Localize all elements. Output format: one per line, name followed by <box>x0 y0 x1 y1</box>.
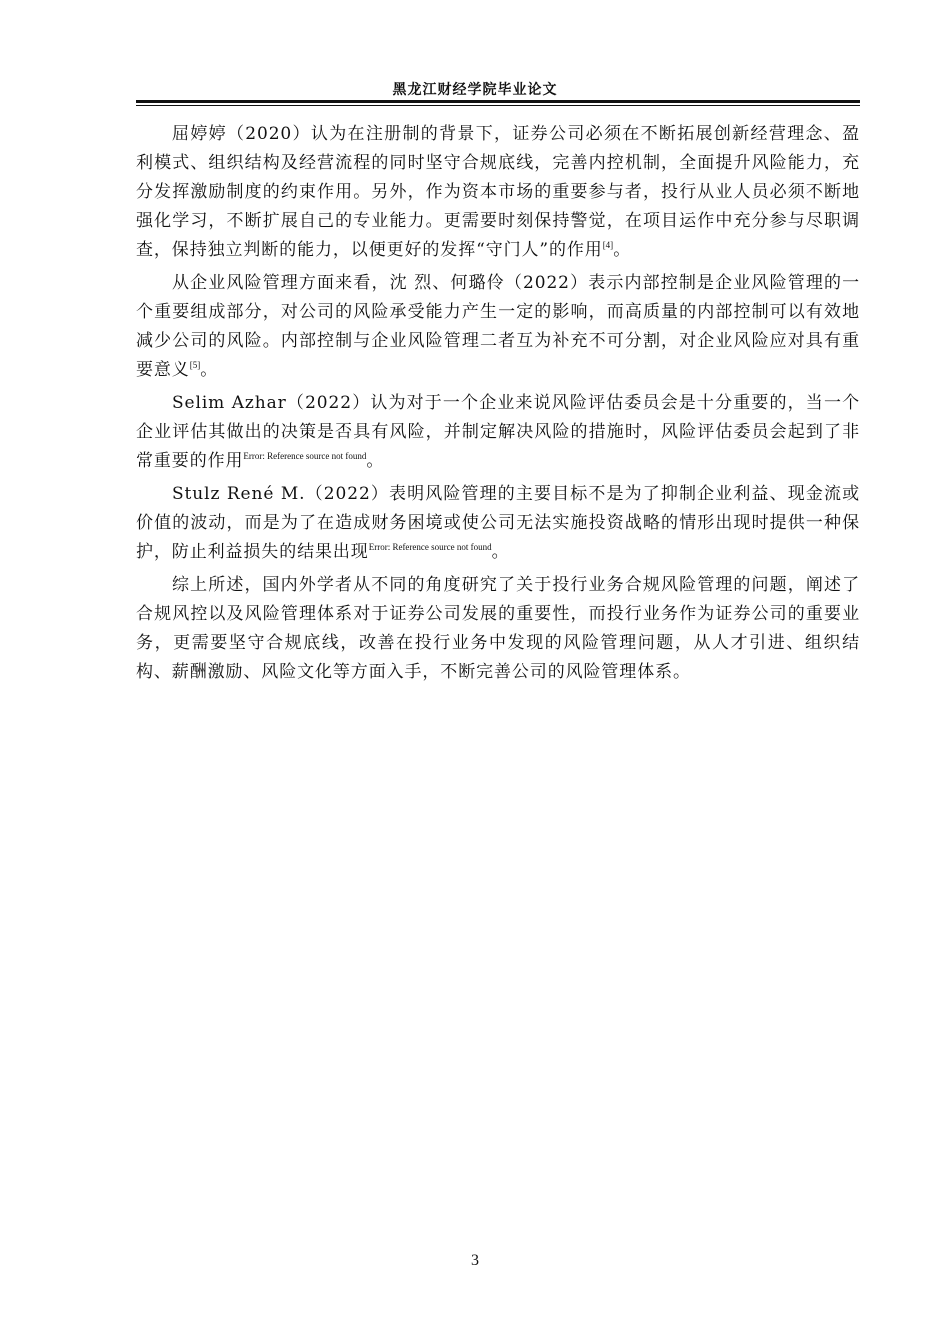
paragraph-1 <box>136 120 860 265</box>
page-number: 3 <box>471 1252 479 1269</box>
citation-4: [4] <box>602 240 614 250</box>
header-rule-thick <box>136 100 860 103</box>
citation-error-1: Error: Reference source not found <box>243 451 367 461</box>
paragraph-4-end: 。 <box>491 542 510 562</box>
paragraph-2-text: 从企业风险管理方面来看，沈 烈、何璐伶（2022）表示内部控制是企业风险管理的一个重要组成部分，对公司的风险承受能力产生一定的影响，而高质量的内部控制可以有效地减少公司的风险。内部控制与企业风险管理二者互为补充不可分割，对企业风险应对具有重要意义 <box>136 273 860 380</box>
paragraph-4 <box>136 480 860 567</box>
paragraph-3-end: 。 <box>366 451 385 471</box>
paragraph-1-end: 。 <box>613 240 632 260</box>
paragraph-2-end: 。 <box>200 360 219 380</box>
paragraph-3-text: Selim Azhar（2022）认为对于一个企业来说风险评估委员会是十分重要的，当一个企业评估其做出的决策是否具有风险，并制定解决风险的措施时，风险评估委员会起到了非常重要的作用 <box>136 393 860 471</box>
paragraph-5-text: 综上所述，国内外学者从不同的角度研究了关于投行业务合规风险管理的问题，阐述了合规风控以及风险管理体系对于证券公司发展的重要性，而投行业务作为证券公司的重要业务，更需要坚守合规底线，改善在投行业务中发现的风险管理问题，从人才引进、组织结构、薪酬激励、风险文化等方面入手，不断完善公司的风险管理体系。 <box>136 575 860 682</box>
paragraph-5 <box>136 571 860 687</box>
citation-error-2: Error: Reference source not found <box>368 542 492 552</box>
body-text <box>136 120 860 691</box>
paragraph-2 <box>136 269 860 385</box>
header-rule-thin <box>136 105 860 106</box>
citation-5: [5] <box>189 360 201 370</box>
paragraph-4-text: Stulz René M.（2022）表明风险管理的主要目标不是为了抑制企业利益、现金流或价值的波动，而是为了在造成财务困境或使公司无法实施投资战略的情形出现时提供一种保护，防止利益损失的结果出现 <box>136 484 860 562</box>
paragraph-3 <box>136 389 860 476</box>
running-header: 黑龙江财经学院毕业论文 <box>392 82 558 98</box>
paragraph-1-text: 屈婷婷（2020）认为在注册制的背景下，证券公司必须在不断拓展创新经营理念、盈利模式、组织结构及经营流程的同时坚守合规底线，完善内控机制，全面提升风险能力，充分发挥激励制度的约束作用。另外，作为资本市场的重要参与者，投行从业人员必须不断地强化学习，不断扩展自己的专业能力。更需要时刻保持警觉，在项目运作中充分参与尽职调查，保持独立判断的能力，以便更好的发挥“守门人”的作用 <box>136 124 860 260</box>
